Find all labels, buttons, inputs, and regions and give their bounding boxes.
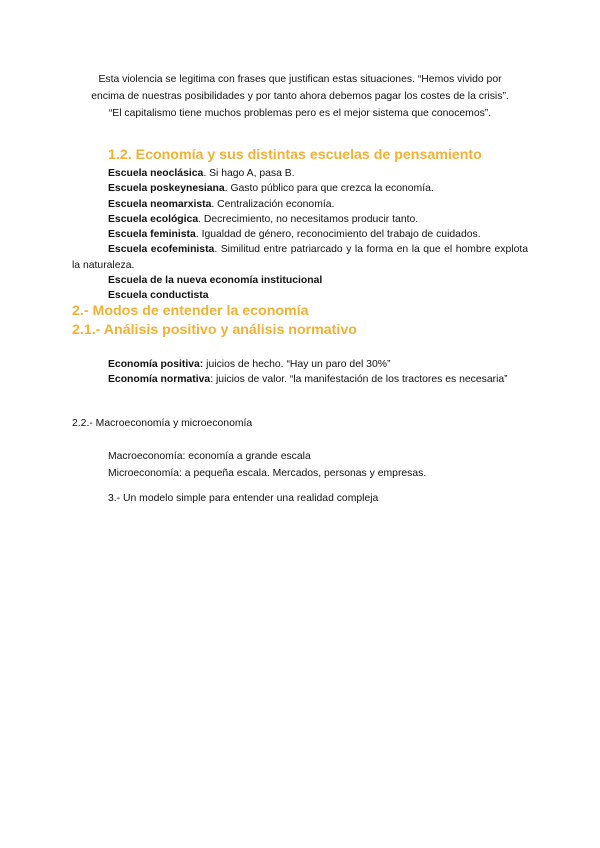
school-name: Escuela poskeynesiana [108,183,225,195]
heading-1-2: 1.2. Economía y sus distintas escuelas de pensamiento [108,147,482,163]
macro-micro-list [108,448,426,482]
school-item [72,212,528,227]
heading-2-2: 2.2.- Macroeconomía y microeconomía [72,418,253,429]
school-item [72,242,528,273]
school-item [72,227,528,242]
heading-3: 3.- Un modelo simple para entender una realidad compleja [108,493,379,504]
school-name: Escuela de la nueva economía institucional [108,275,323,287]
intro-line-2: encima de nuestras posibilidades y por tanto ahora debemos pagar los costes de la crisis”. [91,91,509,102]
micro-line: Microeconomía: a pequeña escala. Mercados, personas y empresas. [108,468,427,479]
school-item [72,181,528,196]
heading-2: 2.- Modos de entender la economía [72,303,309,319]
normative-economics [72,372,528,387]
school-name: Escuela ecológica [108,213,199,225]
school-desc: . Gasto público para que crezca la economía. [224,183,434,195]
intro-paragraph [72,71,528,122]
school-desc: . Si hago A, pasa B. [203,168,295,179]
school-item [72,197,528,212]
school-name: Escuela neomarxista [108,198,212,210]
macro-line: Macroeconomía: economía a grande escala [108,451,311,462]
schools-list [72,166,528,304]
school-desc: . Igualdad de género, reconocimiento del trabajo de cuidados. [195,229,481,241]
positive-economics [72,357,528,372]
positive-desc: juicios de hecho. “Hay un paro del 30%” [203,359,391,370]
analysis-paragraphs [72,357,528,388]
school-item [72,166,528,181]
intro-line-1: Esta violencia se legitima con frases que justifican estas situaciones. “Hemos vivido por [98,74,502,85]
school-desc: . Centralización economía. [211,198,335,210]
intro-line-3: “El capitalismo tiene muchos problemas pero es el mejor sistema que conocemos”. [108,108,492,119]
normative-desc: : juicios de valor. “la manifestación de los tractores es necesaria” [210,374,508,386]
school-name: Escuela ecofeminista [108,244,215,256]
heading-2-1: 2.1.- Análisis positivo y análisis normativo [72,322,357,338]
school-item [72,288,528,303]
positive-term: Economía positiva: [108,359,204,370]
school-name: Escuela neoclásica [108,168,204,179]
school-name: Escuela feminista [108,229,196,241]
school-name: Escuela conductista [108,290,209,302]
school-desc: . Similitud entre patriarcado y la forma en la que el hombre explota la naturaleza. [72,244,529,271]
school-item [72,273,528,288]
school-desc: . Decrecimiento, no necesitamos producir tanto. [198,213,419,225]
normative-term: Economía normativa [108,374,211,386]
